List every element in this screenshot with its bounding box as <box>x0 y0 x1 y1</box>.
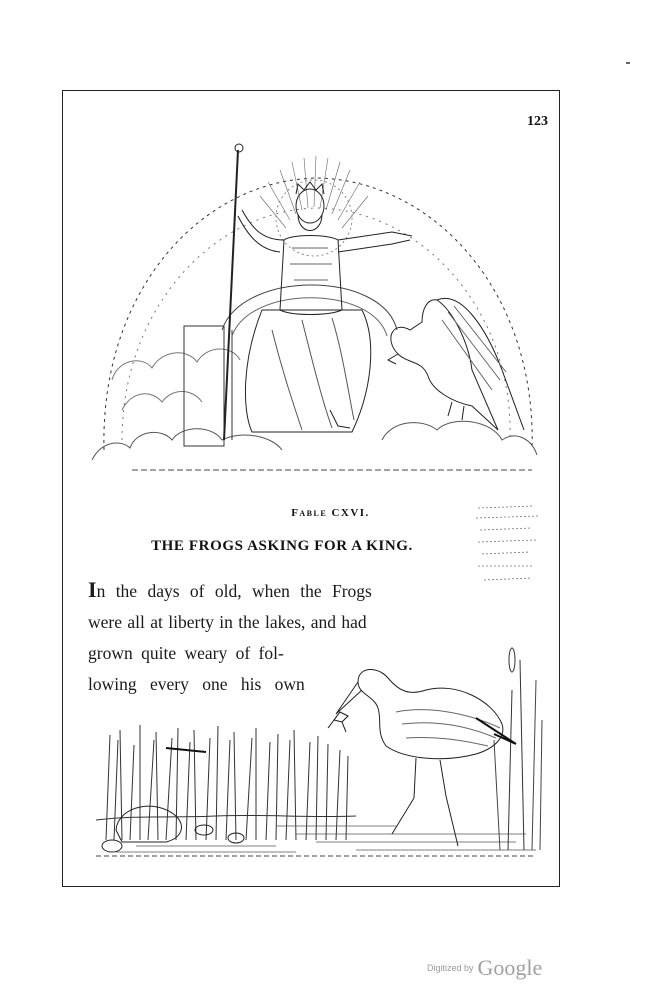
fable-line-1-text: n the days of old, when the Frogs <box>96 581 372 601</box>
fable-number: Fable CXVI. <box>291 507 370 519</box>
fable-title: THE FROGS ASKING FOR A KING. <box>151 538 413 554</box>
digitized-by-google-watermark <box>427 955 587 985</box>
fable-line-1 <box>88 574 438 607</box>
page-number: 123 <box>527 114 548 129</box>
drop-cap: I <box>88 577 97 602</box>
jupiter-throne-illustration <box>92 140 542 475</box>
watermark-prefix: Digitized by <box>427 963 474 973</box>
stork-marsh-illustration <box>96 620 546 860</box>
margin-scribbles <box>474 496 544 596</box>
google-logo: Google <box>477 955 543 980</box>
fable-line-4: lowing every one his own <box>88 674 305 694</box>
stray-ink-mark <box>626 62 630 64</box>
fable-line-2: were all at liberty in the lakes, and had <box>88 612 367 632</box>
fable-line-3: grown quite weary of fol- <box>88 643 284 663</box>
